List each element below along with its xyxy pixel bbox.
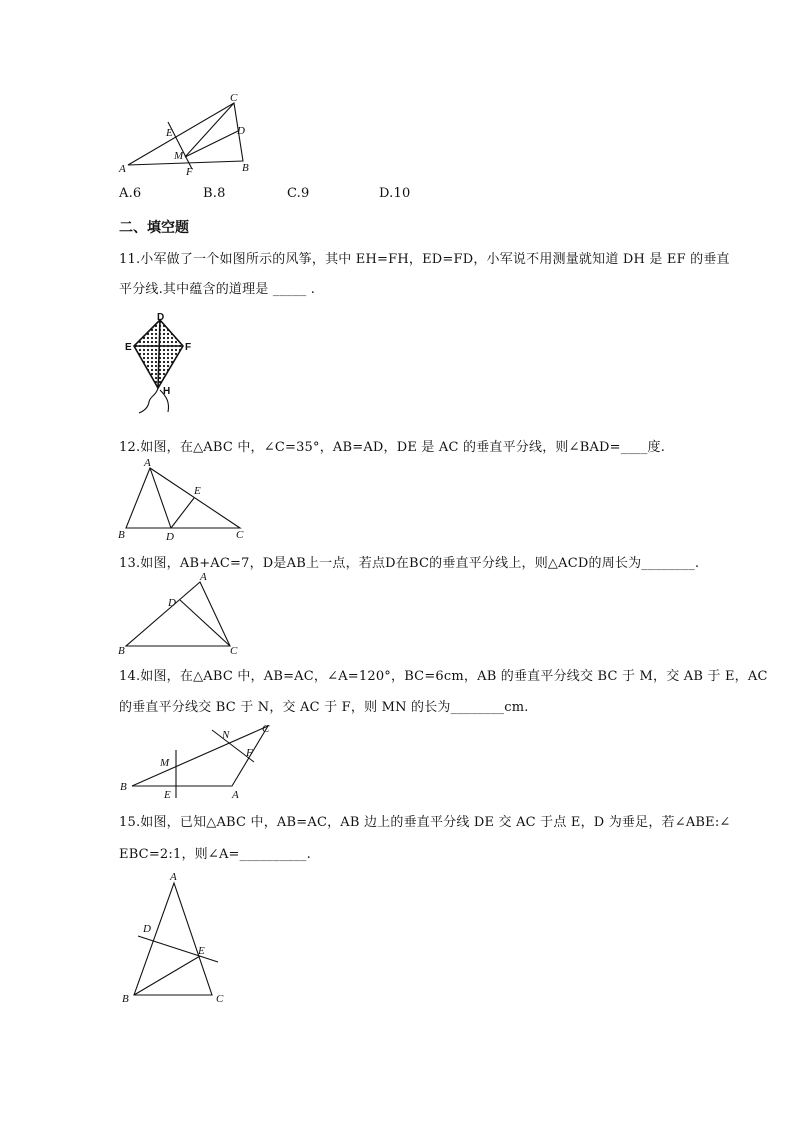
- label-M: M: [160, 757, 170, 769]
- kite-string: [139, 388, 158, 413]
- figure-q12: [112, 456, 252, 542]
- segment-de: [171, 498, 194, 528]
- option-b: B.8: [203, 186, 226, 201]
- figure-q14: [112, 718, 282, 802]
- triangle-abc: [126, 582, 230, 646]
- label-B: B: [120, 781, 127, 793]
- label-B: B: [242, 162, 249, 174]
- option-c: C.9: [287, 186, 310, 201]
- segment-ad: [150, 468, 171, 528]
- q12-line1: 12.如图，在△ABC 中，∠C=35°，AB=AD，DE 是 AC 的垂直平分线，则∠BAD=____度.: [119, 440, 666, 455]
- figure-q13: [112, 570, 252, 656]
- label-E: E: [166, 127, 173, 139]
- label-C: C: [230, 645, 238, 656]
- label-E: E: [125, 342, 132, 353]
- label-A: A: [170, 871, 177, 883]
- segment-be: [134, 956, 200, 995]
- q15-line2: EBC=2:1，则∠A=__________.: [119, 847, 311, 862]
- label-F: F: [246, 747, 253, 759]
- q13-line1: 13.如图，AB+AC=7，D是AB上一点，若点D在BC的垂直平分线上，则△ACD的周长为________.: [119, 556, 700, 571]
- q14-line1: 14.如图，在△ABC 中，AB=AC，∠A=120°，BC=6cm，AB 的垂直平分线交 BC 于 M，交 AB 于 E，AC: [119, 669, 768, 684]
- q14-line2: 的垂直平分线交 BC 于 N，交 AC 于 F，则 MN 的长为________cm.: [119, 700, 529, 715]
- label-D: D: [237, 125, 245, 137]
- label-B: B: [118, 529, 125, 541]
- label-D: D: [157, 312, 165, 323]
- triangle-abc: [126, 468, 240, 528]
- label-D: D: [166, 531, 174, 542]
- segment-cm: [185, 103, 234, 157]
- figure-q10: [110, 92, 260, 180]
- q11-line2: 平分线.其中蕴含的道理是 _____ .: [119, 282, 316, 297]
- label-F: F: [185, 342, 192, 353]
- option-d: D.10: [379, 186, 411, 201]
- figure-q15: [112, 868, 242, 1008]
- label-B: B: [122, 993, 129, 1005]
- label-A: A: [144, 457, 151, 469]
- label-C: C: [236, 529, 244, 541]
- label-A: A: [119, 163, 126, 175]
- label-C: C: [230, 92, 238, 104]
- label-B: B: [118, 645, 125, 656]
- section-title: 二、填空题: [119, 220, 189, 236]
- label-A: A: [232, 789, 239, 801]
- label-M: M: [174, 150, 184, 162]
- segment-cd: [180, 600, 230, 646]
- q15-line1: 15.如图，已知△ABC 中，AB=AC，AB 边上的垂直平分线 DE 交 AC 于点 E，D 为垂足，若∠ABE:∠: [119, 815, 731, 830]
- label-D: D: [143, 923, 151, 935]
- label-C: C: [216, 993, 224, 1005]
- label-C: C: [262, 723, 270, 735]
- label-N: N: [222, 729, 230, 741]
- label-H: H: [163, 386, 171, 397]
- q11-line1: 11.小军做了一个如图所示的风筝，其中 EH=FH，ED=FD，小军说不用测量就知道 DH 是 EF 的垂直: [119, 252, 730, 267]
- label-E: E: [198, 945, 205, 957]
- label-E: E: [194, 485, 201, 497]
- label-D: D: [168, 597, 176, 609]
- label-A: A: [200, 571, 207, 583]
- label-F: F: [186, 166, 193, 178]
- option-a: A.6: [119, 186, 142, 201]
- segment-md: [185, 131, 238, 157]
- figure-q11-kite: [122, 312, 202, 418]
- label-E: E: [164, 789, 171, 801]
